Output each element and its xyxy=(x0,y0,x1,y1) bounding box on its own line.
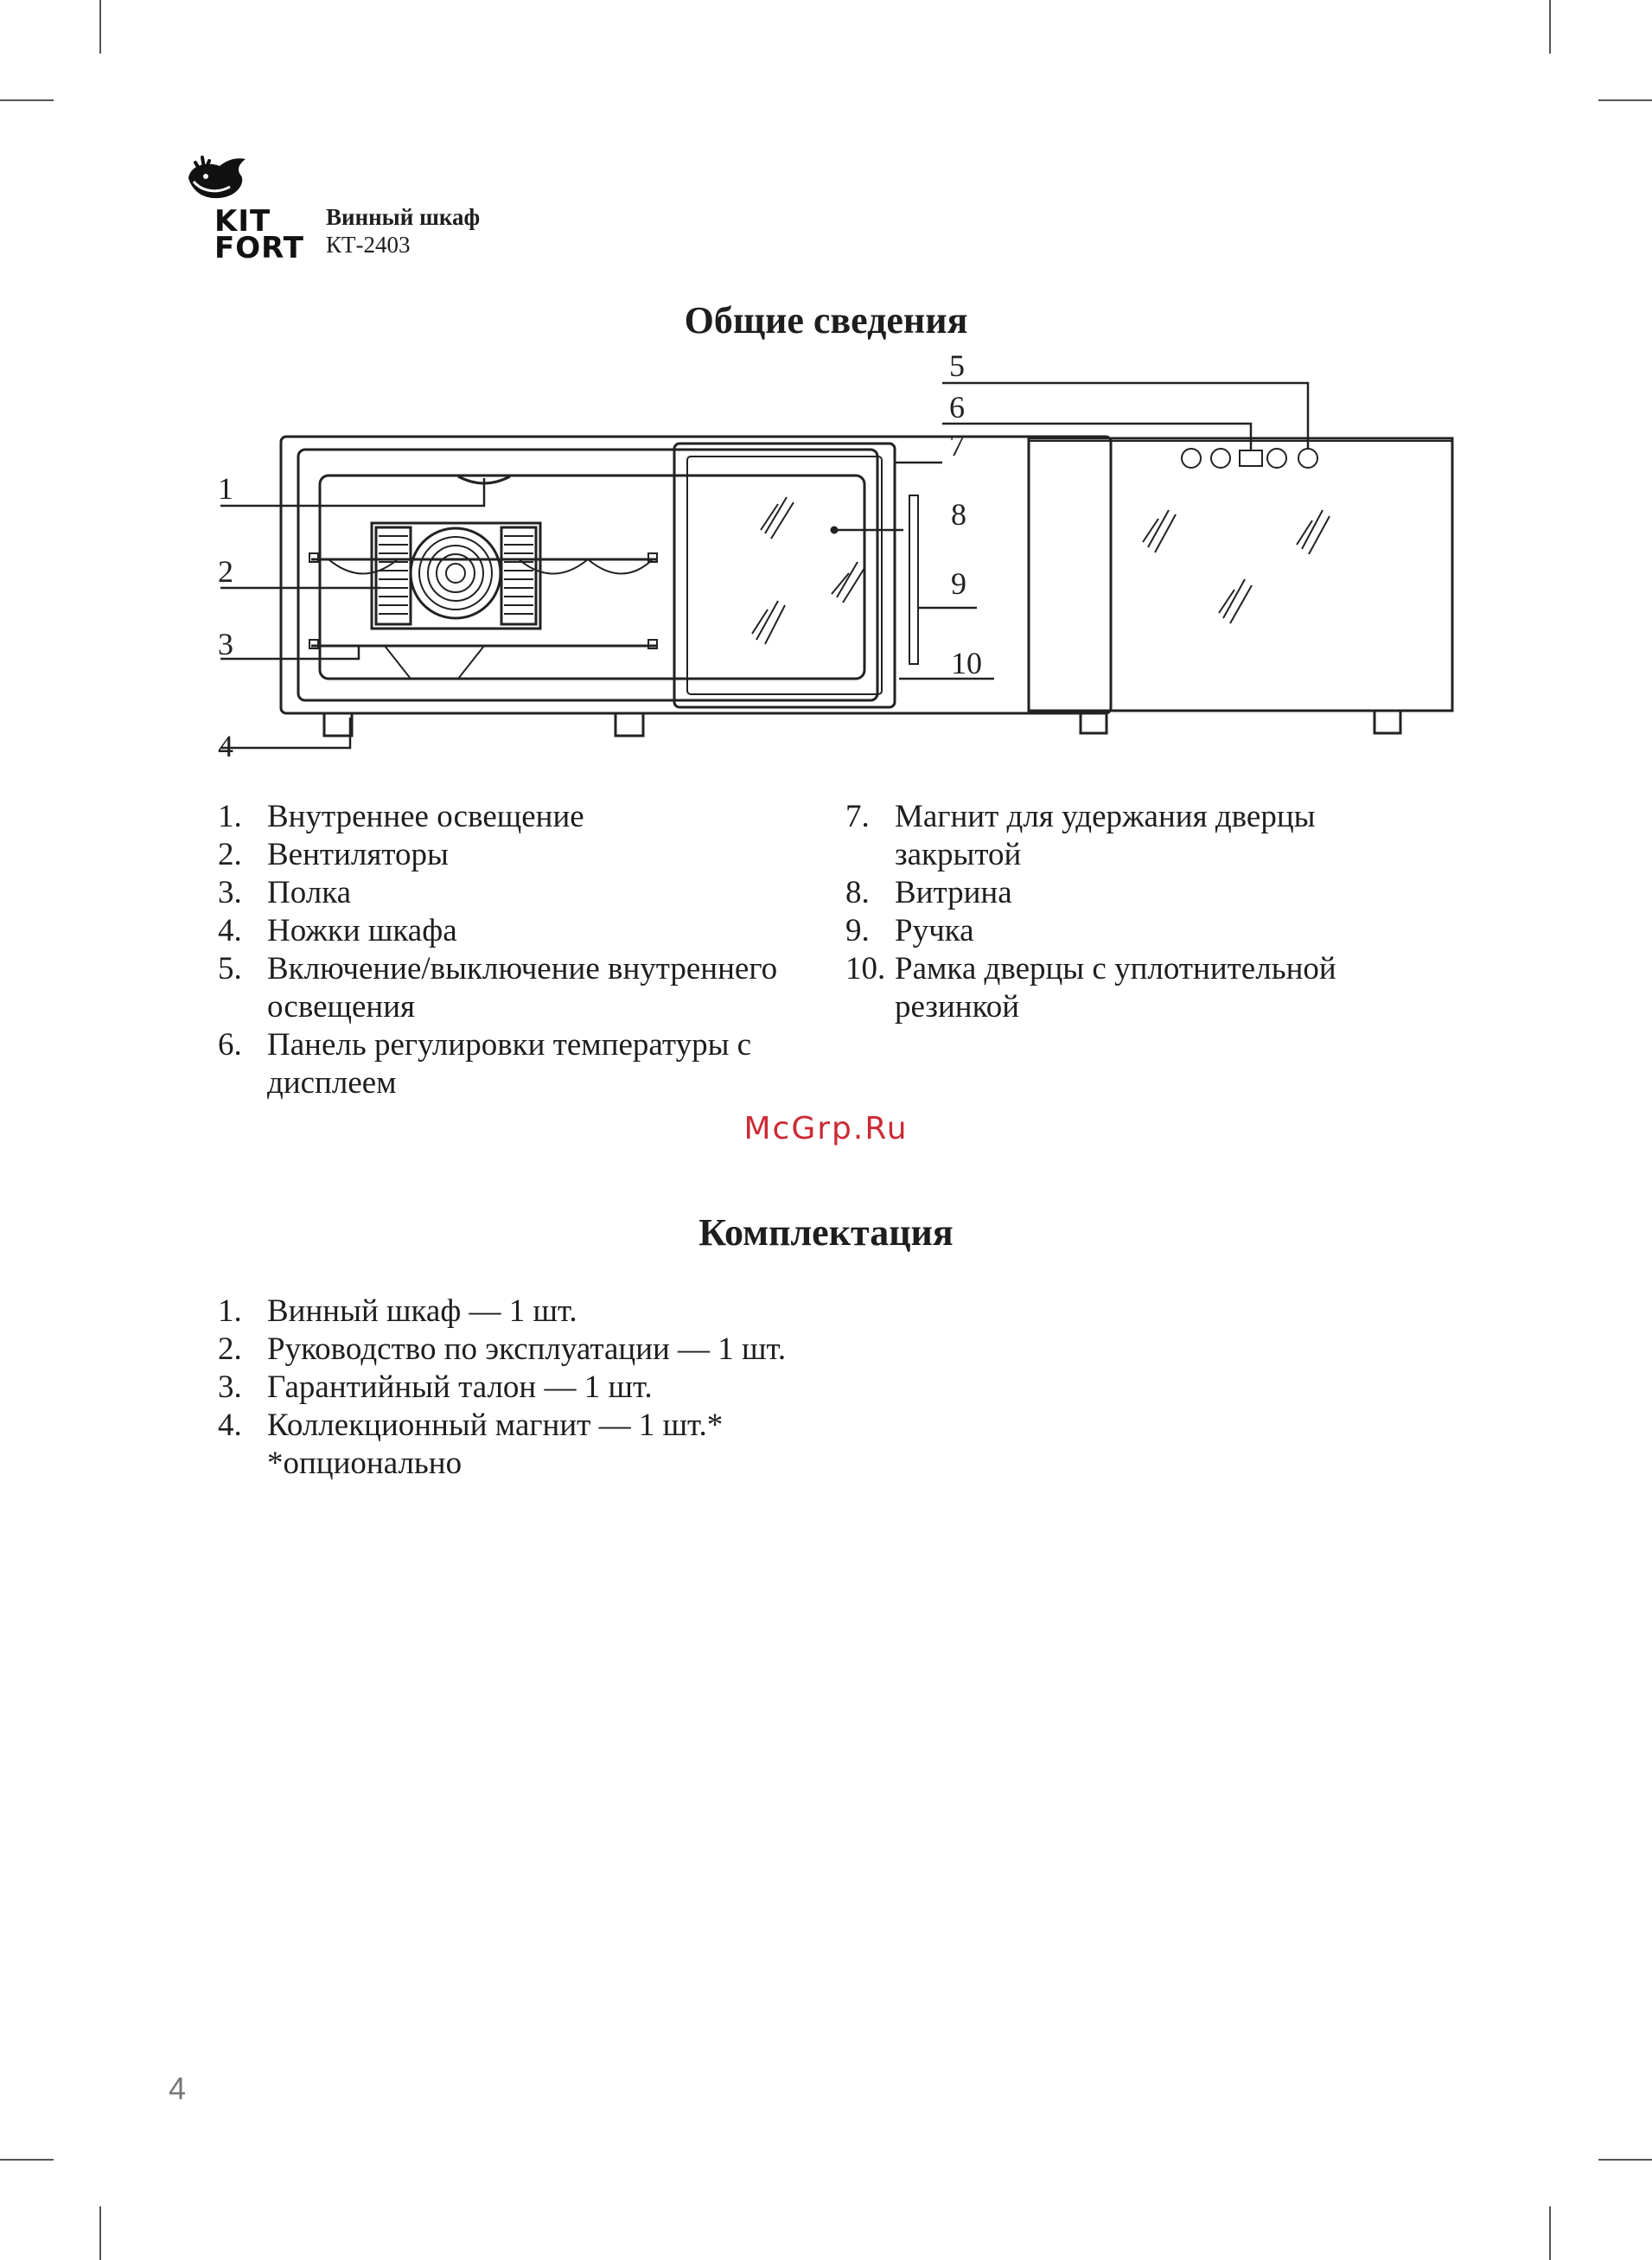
crop-mark xyxy=(99,0,101,54)
crop-mark xyxy=(1598,2159,1652,2161)
watermark-text: McGrp.Ru xyxy=(743,1111,909,1146)
section-heading-package: Комплектация xyxy=(698,1211,954,1254)
model-number: КТ-2403 xyxy=(326,232,411,258)
callout-5: 5 xyxy=(949,348,965,383)
callout-6: 6 xyxy=(949,390,965,425)
section-heading-general: Общие сведения xyxy=(684,299,968,342)
brand-name-line1: KIT xyxy=(214,204,271,239)
list-item: 1. Внутреннее освещение xyxy=(218,799,584,834)
whale-icon xyxy=(183,154,252,204)
list-item: 3. Полка xyxy=(218,875,352,910)
parts-list-right xyxy=(845,798,1399,1026)
callout-1: 1 xyxy=(218,471,233,506)
list-item: 8. Витрина xyxy=(845,875,1012,910)
package-list xyxy=(218,1293,1082,1483)
parts-list-left xyxy=(218,798,832,1102)
cabinet-open-view xyxy=(281,437,1111,736)
crop-mark xyxy=(99,2206,101,2260)
list-item: 4. Ножки шкафа xyxy=(218,913,457,948)
page-number: 4 xyxy=(169,2071,187,2106)
list-item: 9. Ручка xyxy=(845,913,974,948)
brand-name-line2: FORT xyxy=(214,231,304,265)
footnote: *опционально xyxy=(267,1446,462,1481)
callout-8: 8 xyxy=(951,497,966,532)
list-item: 10. Рамка дверцы с уплотнительной резинкой xyxy=(845,951,1336,1025)
callout-7: 7 xyxy=(949,428,965,463)
list-item: 5. Включение/выключение внутреннего освещения xyxy=(218,951,778,1025)
callout-2: 2 xyxy=(218,554,233,589)
list-item: 2. Руководство по эксплуатации — 1 шт. xyxy=(218,1331,787,1367)
brand-logo xyxy=(183,154,304,265)
callout-10: 10 xyxy=(951,646,982,680)
list-item: 7. Магнит для удержания дверцы закрытой xyxy=(845,799,1316,872)
list-item: 6. Панель регулировки температуры с дисплеем xyxy=(218,1027,752,1101)
document-title: Винный шкаф xyxy=(326,204,481,230)
wine-cabinet-diagram xyxy=(207,342,1461,774)
crop-mark xyxy=(1598,99,1652,101)
list-item: 1. Винный шкаф — 1 шт. xyxy=(218,1293,577,1329)
callout-9: 9 xyxy=(951,566,966,601)
list-item: 4. Коллекционный магнит — 1 шт.* xyxy=(218,1408,724,1443)
cabinet-closed-view xyxy=(1029,438,1452,733)
list-item: 2. Вентиляторы xyxy=(218,837,449,872)
crop-mark xyxy=(0,99,54,101)
crop-mark xyxy=(1549,2206,1551,2260)
callout-4: 4 xyxy=(218,729,233,763)
callout-3: 3 xyxy=(218,627,233,661)
crop-mark xyxy=(1549,0,1551,54)
crop-mark xyxy=(0,2159,54,2161)
list-item: 3. Гарантийный талон — 1 шт. xyxy=(218,1369,653,1405)
